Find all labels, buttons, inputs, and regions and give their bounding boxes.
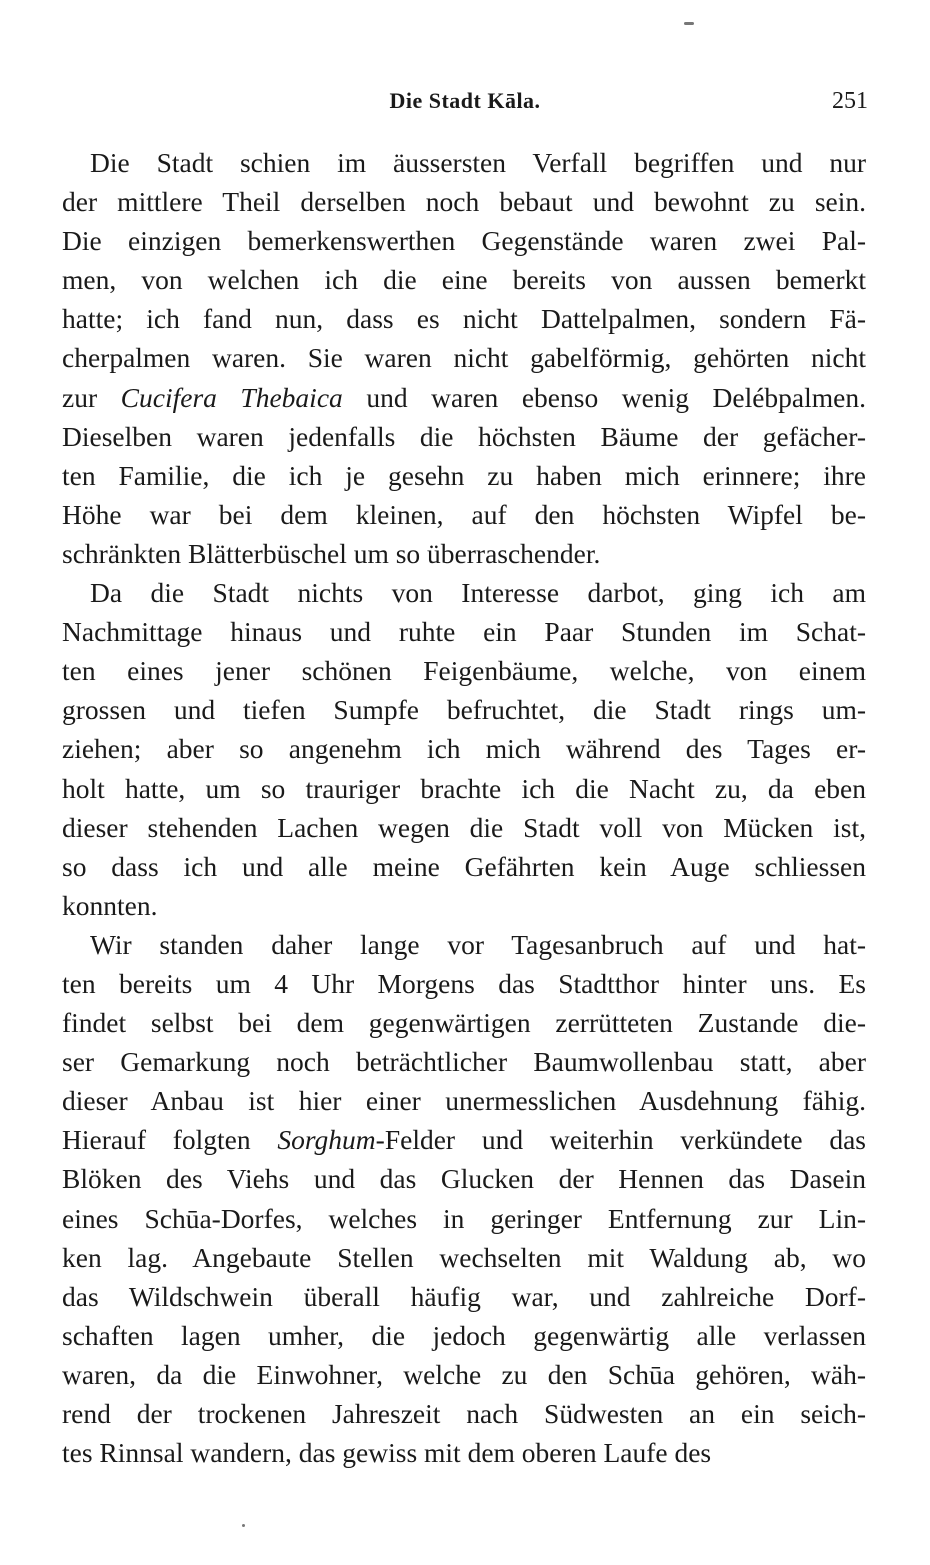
italic-term: Cucifera Thebaica (120, 381, 343, 413)
text-line: Nachmittage hinaus und ruhte ein Paar Stunden im Schat- (62, 616, 866, 648)
text-line: findet selbst bei dem gegenwärtigen zerrütteten Zustande die- (62, 1007, 866, 1039)
text-line: ten Familie, die ich je gesehn zu haben mich erinnere; ihre (62, 459, 866, 491)
text-line: Wir standen daher lange vor Tagesanbruch auf und hat- (90, 928, 866, 960)
page-number: 251 (832, 88, 868, 114)
text-line: dieser stehenden Lachen wegen die Stadt voll von Mücken ist, (62, 811, 866, 843)
body-text (62, 143, 866, 1472)
scan-speck (242, 1524, 245, 1527)
italic-term: Sorghum (277, 1124, 376, 1156)
text-line: zur Cucifera Thebaica und waren ebenso wenig Delébpalmen. (62, 381, 866, 413)
text-line: grossen und tiefen Sumpfe befruchtet, die Stadt rings um- (62, 694, 866, 726)
text-line: holt hatte, um so trauriger brachte ich die Nacht zu, da eben (62, 772, 866, 804)
text-line: tes Rinnsal wandern, das gewiss mit dem oberen Laufe des (62, 1437, 712, 1469)
text-line: ziehen; aber so angenehm ich mich während des Tages er- (62, 733, 866, 765)
text-line: schränkten Blätterbüschel um so überraschender. (62, 537, 601, 569)
text-line: so dass ich und alle meine Gefährten kein Auge schliessen (62, 850, 866, 882)
text-line: ten eines jener schönen Feigenbäume, welche, von einem (62, 655, 866, 687)
text-line: Höhe war bei dem kleinen, auf den höchsten Wipfel be- (62, 498, 866, 530)
text-line: Blöken des Viehs und das Glucken der Hennen das Dasein (62, 1163, 866, 1195)
text-line: cherpalmen waren. Sie waren nicht gabelförmig, gehörten nicht (62, 342, 866, 374)
text-line: ken lag. Angebaute Stellen wechselten mit Waldung ab, wo (62, 1241, 866, 1273)
scan-speck (684, 22, 694, 25)
text-line: der mittlere Theil derselben noch bebaut und bewohnt zu sein. (62, 186, 866, 218)
text-line: das Wildschwein überall häufig war, und zahlreiche Dorf- (62, 1280, 866, 1312)
text-line: Hierauf folgten Sorghum-Felder und weiterhin verkündete das (62, 1124, 866, 1156)
text-line: ten bereits um 4 Uhr Morgens das Stadtthor hinter uns. Es (62, 967, 866, 999)
text-line: Die Stadt schien im äussersten Verfall begriffen und nur (90, 147, 866, 178)
text-line: waren, da die Einwohner, welche zu den Schūa gehören, wäh- (62, 1358, 866, 1390)
text-line: hatte; ich fand nun, dass es nicht Dattelpalmen, sondern Fä- (62, 303, 866, 335)
text-line: dieser Anbau ist hier einer unermesslichen Ausdehnung fähig. (62, 1085, 866, 1117)
page-header (62, 88, 868, 128)
text-line: eines Schūa-Dorfes, welches in geringer Entfernung zur Lin- (62, 1202, 866, 1234)
text-line: schaften lagen umher, die jedoch gegenwärtig alle verlassen (62, 1319, 866, 1351)
paragraph (62, 143, 866, 573)
text-line: Die einzigen bemerkenswerthen Gegenstände waren zwei Pal- (62, 225, 866, 257)
running-title: Die Stadt Kāla. (389, 88, 541, 113)
text-line: Dieselben waren jedenfalls die höchsten Bäume der gefächer- (62, 420, 866, 452)
text-line: Da die Stadt nichts von Interesse darbot, ging ich am (90, 577, 866, 609)
paragraph (62, 573, 866, 925)
text-line: men, von welchen ich die eine bereits von aussen bemerkt (62, 264, 866, 296)
text-line: konnten. (62, 889, 158, 921)
text-line: ser Gemarkung noch beträchtlicher Baumwollenbau statt, aber (62, 1046, 866, 1078)
text-line: rend der trockenen Jahreszeit nach Südwesten an ein seich- (62, 1398, 866, 1429)
paragraph (62, 925, 866, 1472)
